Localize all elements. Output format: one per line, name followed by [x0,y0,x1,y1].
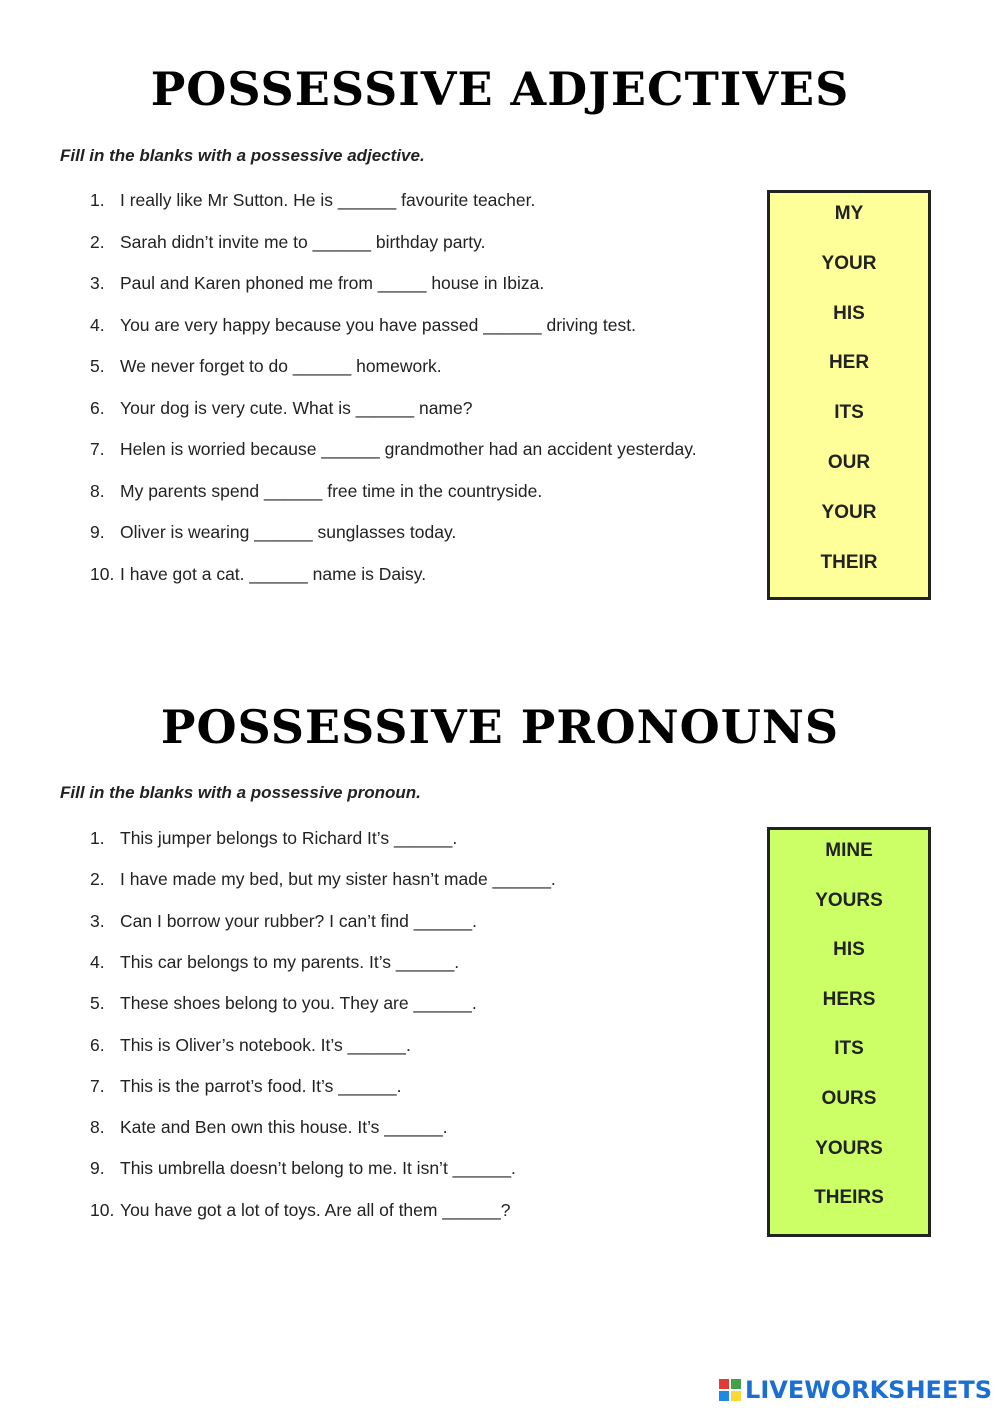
item-sentence: This is the parrot’s food. It’s ______. [120,1075,402,1096]
exercise-item [90,1035,411,1056]
item-sentence: You have got a lot of toys. Are all of them ______? [120,1199,511,1220]
word-bank-item: ITS [834,1038,864,1060]
item-sentence: I have got a cat. ______ name is Daisy. [120,563,427,584]
item-number: 9. [90,522,105,542]
item-sentence: This car belongs to my parents. It’s ______. [120,951,460,972]
item-number: 10. [90,563,115,584]
item-sentence: Your dog is very cute. What is ______ name? [120,397,473,418]
word-bank-item: OUR [827,452,871,473]
word-bank-item: THEIR [820,551,878,573]
item-number: 3. [90,273,105,293]
item-number: 7. [90,1075,105,1096]
item-sentence: I have made my bed, but my sister hasn’t made ______. [120,869,556,890]
exercise-item [90,869,556,890]
item-sentence: This umbrella doesn’t belong to me. It isn’t ______. [120,1158,516,1179]
item-number: 2. [90,869,105,890]
logo-square [731,1379,741,1389]
item-number: 3. [90,910,105,931]
logo-square [719,1391,729,1401]
item-sentence: Can I borrow your rubber? I can’t find ______. [120,910,478,931]
item-number: 8. [90,1117,105,1138]
logo-square [719,1379,729,1389]
logo-text: LIVEWORKSHEETS [745,1376,992,1404]
item-number: 6. [90,397,105,418]
item-number: 4. [90,314,105,335]
exercise-item [90,398,472,419]
item-number: 7. [90,439,105,459]
exercise-item [90,1158,516,1179]
item-number: 5. [90,993,105,1014]
adjectives-instruction: Fill in the blanks with a possessive adjective. [60,146,425,165]
exercise-item [90,993,477,1014]
item-sentence: Helen is worried because ______ grandmother had an accident yesterday. [120,439,697,459]
exercise-item [90,190,535,211]
word-bank-item: MINE [825,840,873,861]
logo-grid-icon [719,1379,741,1401]
word-bank-item: HERS [822,988,876,1010]
exercise-item [90,273,544,294]
item-number: 1. [90,828,105,848]
word-bank-item: MY [834,203,864,224]
item-sentence: Kate and Ben own this house. It’s ______. [120,1117,448,1138]
item-sentence: I really like Mr Sutton. He is ______ favourite teacher. [120,190,536,210]
item-sentence: We never forget to do ______ homework. [120,356,442,376]
item-number: 8. [90,480,105,501]
exercise-item [90,522,456,543]
pronouns-title: POSSESSIVE PRONOUNS [160,700,840,754]
word-bank-item: YOUR [821,252,877,274]
exercise-item [90,952,459,973]
item-sentence: My parents spend ______ free time in the countryside. [120,480,543,501]
word-bank-item: YOURS [815,889,883,911]
exercise-item [90,315,636,336]
word-bank-item: ITS [834,402,864,424]
item-number: 6. [90,1034,105,1055]
exercise-item [90,911,477,932]
item-sentence: You are very happy because you have passed ______ driving test. [120,314,636,335]
item-sentence: Sarah didn’t invite me to ______ birthday party. [120,231,486,252]
liveworksheets-logo[interactable] [719,1375,992,1405]
item-sentence: Paul and Karen phoned me from _____ house in Ibiza. [120,273,545,293]
item-sentence: This is Oliver’s notebook. It’s ______. [120,1034,411,1055]
exercise-item [90,564,426,585]
word-bank-item: YOUR [821,501,877,523]
item-number: 10. [90,1199,115,1220]
exercise-item [90,1200,510,1221]
word-bank-item: THEIRS [814,1187,884,1209]
item-sentence: Oliver is wearing ______ sunglasses today. [120,522,457,542]
word-bank-item: HIS [833,939,865,961]
pronouns-word-bank [767,827,931,1237]
word-bank-item: HIS [833,302,865,324]
adjectives-word-bank [767,190,931,600]
exercise-item [90,439,697,460]
exercise-item [90,481,542,502]
word-bank-item: YOURS [815,1137,883,1159]
pronouns-instruction: Fill in the blanks with a possessive pronoun. [60,783,421,802]
item-number: 4. [90,951,105,972]
exercise-item [90,356,442,377]
item-number: 2. [90,231,105,252]
item-number: 1. [90,190,105,210]
item-number: 9. [90,1158,105,1179]
item-sentence: This jumper belongs to Richard It’s ______. [120,828,458,848]
item-number: 5. [90,356,105,376]
adjectives-title: POSSESSIVE ADJECTIVES [150,62,850,116]
exercise-item [90,1117,448,1138]
word-bank-item: OURS [821,1088,877,1109]
item-sentence: These shoes belong to you. They are ______. [120,993,477,1014]
logo-square [731,1391,741,1401]
exercise-item [90,232,485,253]
exercise-item [90,828,457,849]
word-bank-item: HER [828,352,870,374]
exercise-item [90,1076,401,1097]
